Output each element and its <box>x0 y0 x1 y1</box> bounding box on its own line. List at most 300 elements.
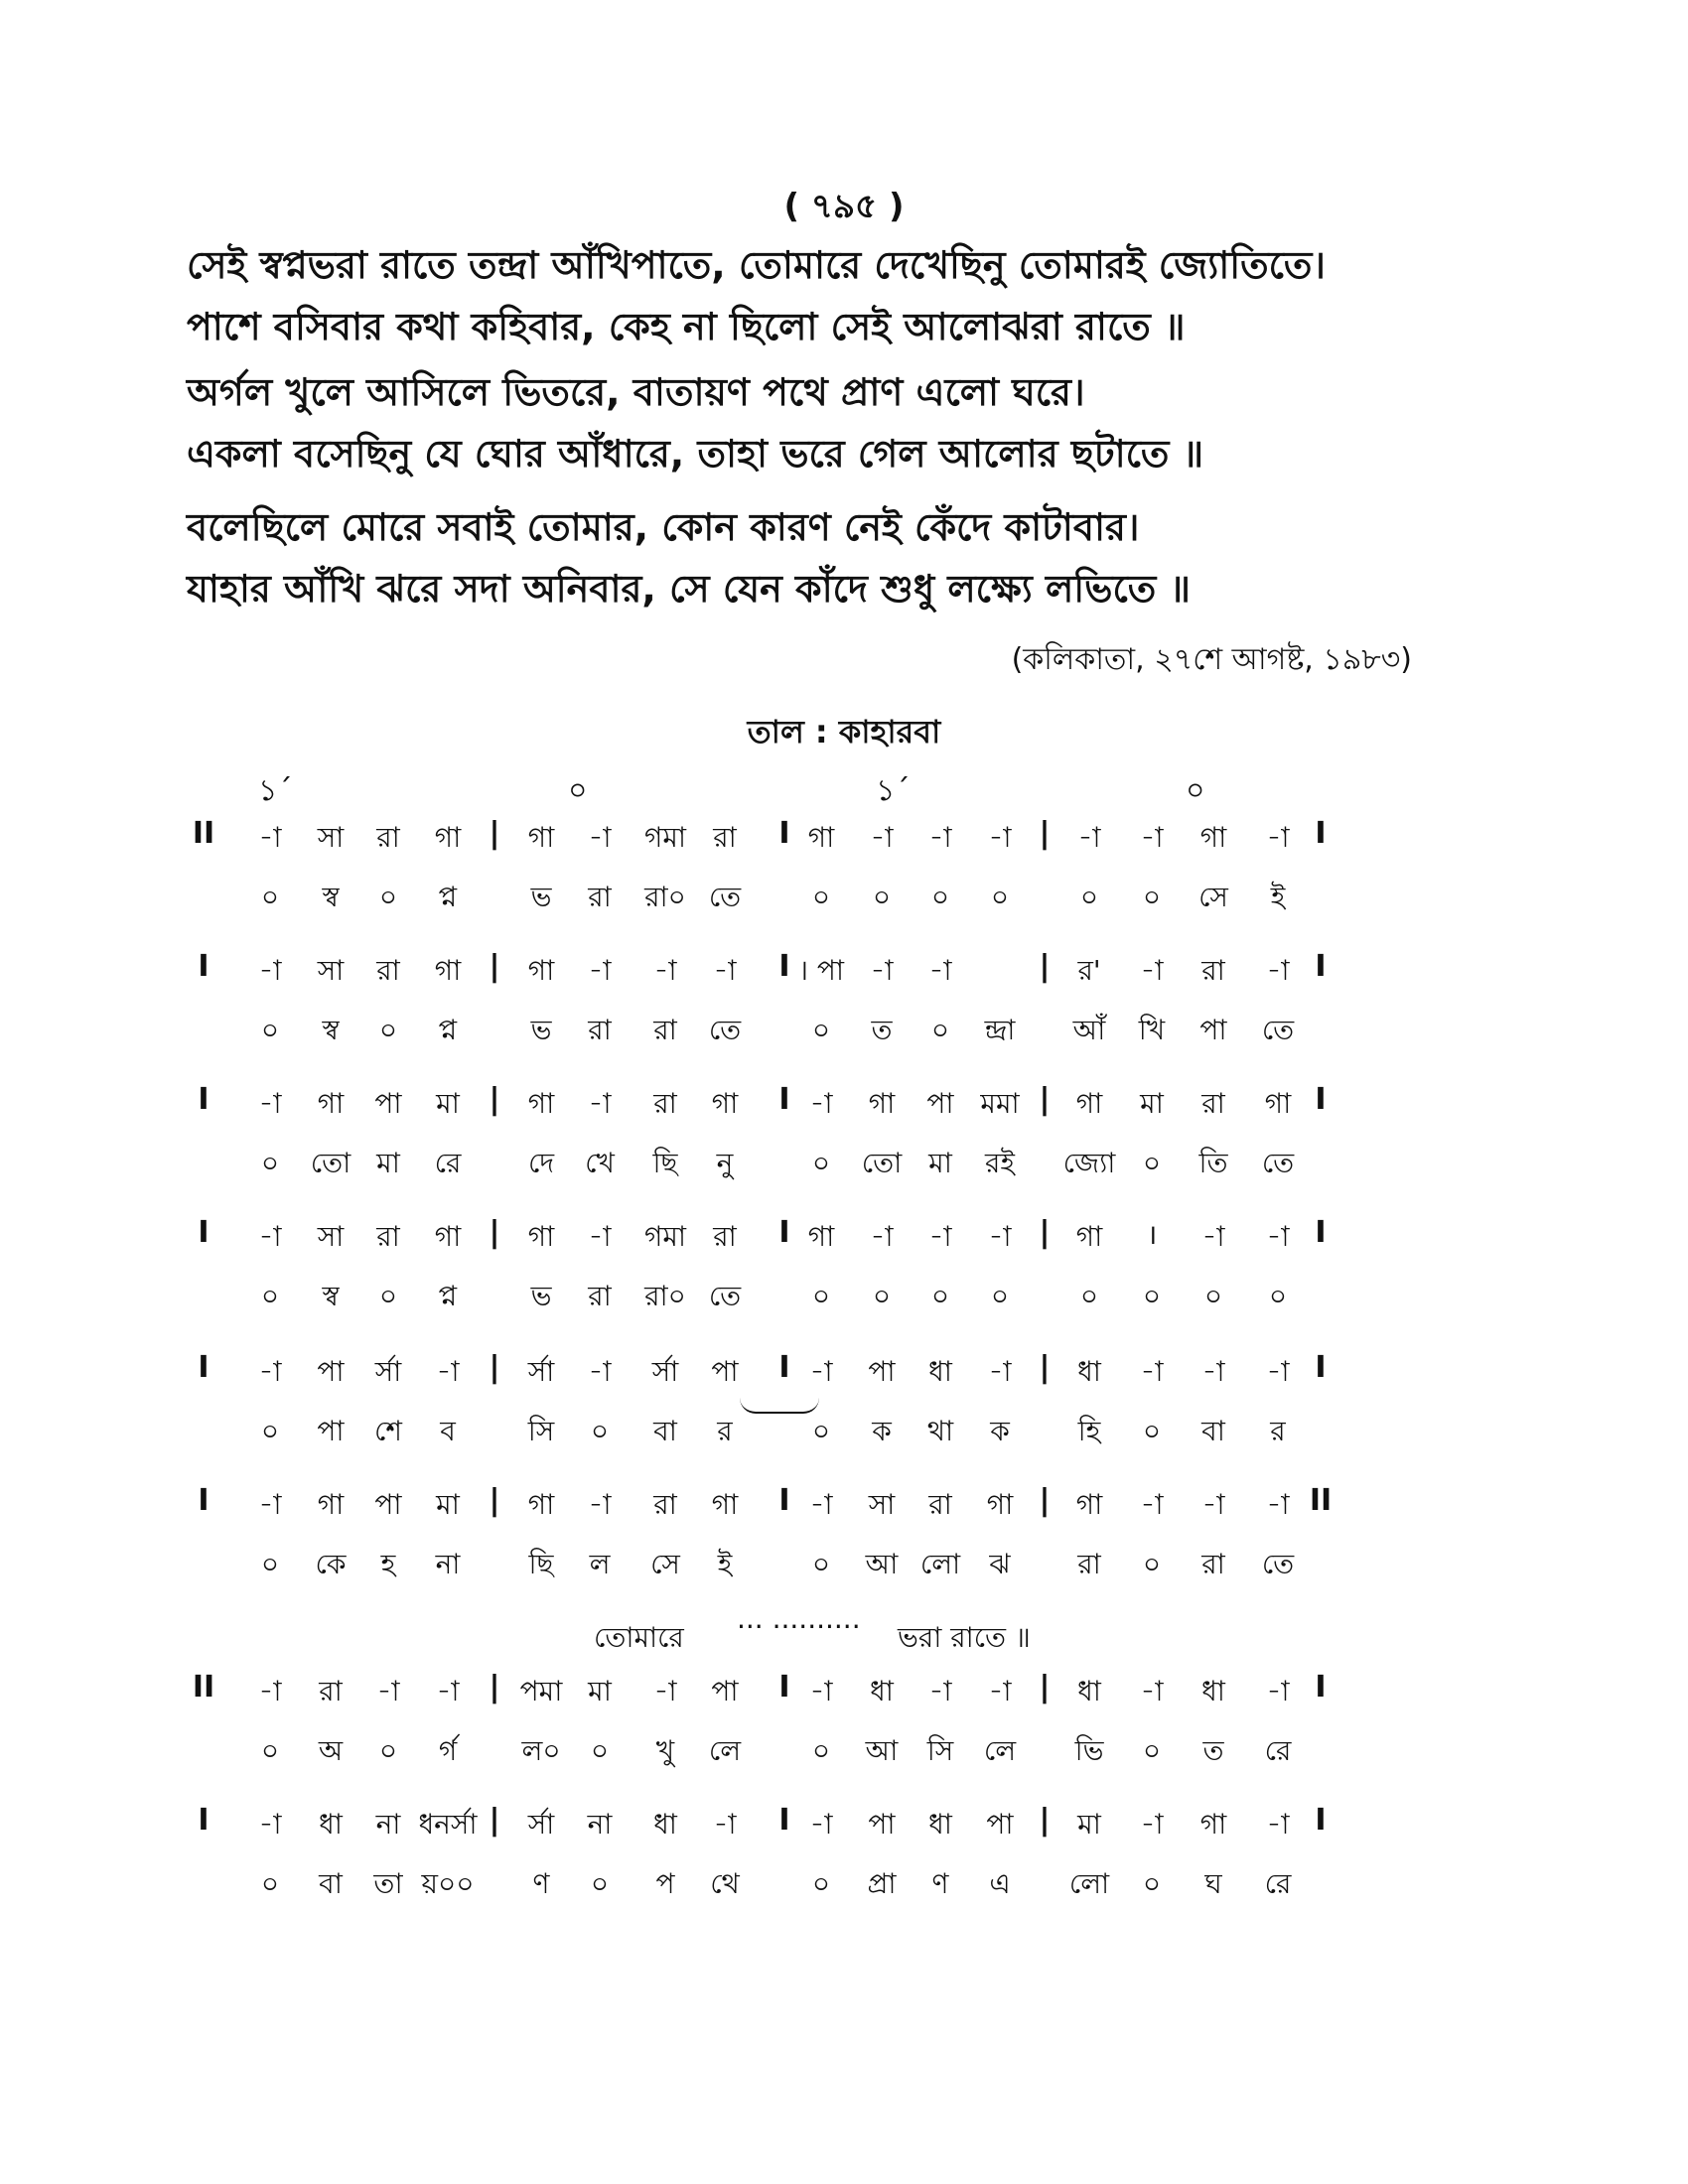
lyric-syllable: প্রা <box>867 1867 897 1900</box>
swara-line <box>0 1670 1688 1719</box>
swara-note: ধা <box>1077 1675 1101 1707</box>
lyric-line <box>0 1543 1688 1592</box>
lyric-syllable: স্ব <box>322 1014 340 1046</box>
swara-note: -া <box>809 1675 833 1707</box>
lyric-syllable: ০ <box>811 1280 831 1312</box>
swara-note: ধা <box>870 1675 894 1707</box>
lyric-syllable: সে <box>1198 881 1228 913</box>
bar-line: I <box>778 1670 790 1705</box>
swara-note: -া <box>870 821 894 854</box>
notation-row <box>0 1350 1688 1469</box>
bar-line: | <box>489 1670 500 1705</box>
swara-note: -া <box>258 1355 282 1388</box>
swara-line <box>0 1350 1688 1400</box>
swara-note: র' <box>1077 954 1101 987</box>
bar-line: | <box>489 1483 500 1518</box>
lyric-syllable: প্ন <box>438 881 458 913</box>
notation-row <box>0 1670 1688 1789</box>
swara-note: গা <box>1075 1220 1103 1253</box>
lyric-syllable: রা০ <box>644 1280 686 1312</box>
row-start-bar: I <box>198 1215 210 1250</box>
lyric-syllable: ০ <box>1142 1548 1162 1580</box>
bar-line: I <box>778 1483 790 1518</box>
swara-note: রা <box>319 1675 343 1707</box>
lyric-line <box>0 1862 1688 1912</box>
bar-line: | <box>1039 1803 1051 1838</box>
swara-note: গা <box>434 954 462 987</box>
bar-line: I <box>778 816 790 851</box>
swara-note: -া <box>258 1675 282 1707</box>
swara-note: গা <box>527 1488 555 1521</box>
bar-line: I <box>778 1215 790 1250</box>
lyric-syllable: ০ <box>1079 1280 1099 1312</box>
lyric-syllable: ০ <box>930 1014 950 1046</box>
swara-line <box>0 816 1688 866</box>
swara-note: -া <box>588 821 612 854</box>
lyric-syllable: সি <box>926 1734 954 1767</box>
lyric-syllable: ঘ <box>1204 1867 1222 1900</box>
verse-line: অর্গল খুলে আসিলে ভিতরে, বাতায়ণ পথে প্রাণ এলো ঘরে। <box>187 370 1085 414</box>
swara-note: -া <box>588 1220 612 1253</box>
row-start-bar: II <box>192 1670 215 1705</box>
lyric-syllable: ০ <box>811 881 831 913</box>
swara-note: মা <box>588 1675 612 1707</box>
lyric-syllable: পা <box>1199 1014 1227 1046</box>
lyric-syllable: তা <box>373 1867 403 1900</box>
swara-note: রা <box>653 1488 677 1521</box>
lyric-syllable: সি <box>527 1415 555 1447</box>
lyric-syllable: ০ <box>260 1867 280 1900</box>
swara-note: -া <box>436 1355 460 1388</box>
bar-line: I <box>778 949 790 984</box>
lyric-line <box>0 1142 1688 1191</box>
bar-line: | <box>1039 1483 1051 1518</box>
verse-line: যাহার আঁখি ঝরে সদা অনিবার, সে যেন কাঁদে শুধু লক্ষ্যে লভিতে ॥ <box>187 567 1191 611</box>
notation-row <box>0 1803 1688 1922</box>
swara-note: -া <box>809 1355 833 1388</box>
swara-note: রা <box>928 1488 952 1521</box>
lyric-line <box>0 876 1688 925</box>
swara-note: র্সা <box>527 1355 555 1388</box>
lyric-syllable: তি <box>1198 1147 1228 1179</box>
lyric-syllable: প <box>655 1867 675 1900</box>
lyric-syllable: দে <box>527 1147 555 1179</box>
lyric-syllable: ০ <box>1142 1734 1162 1767</box>
lyric-syllable: ০ <box>811 1548 831 1580</box>
swara-note: -া <box>928 1675 952 1707</box>
lyric-syllable: তে <box>708 881 742 913</box>
swara-note: -া <box>1140 821 1164 854</box>
swara-note: গা <box>527 821 555 854</box>
swara-note: -া <box>588 1087 612 1120</box>
lyric-syllable: তে <box>1261 1548 1295 1580</box>
lyric-syllable: লো <box>919 1548 961 1580</box>
lyric-syllable: ০ <box>811 1867 831 1900</box>
lyric-syllable: ০ <box>930 1280 950 1312</box>
swara-note: পা <box>374 1488 402 1521</box>
lyric-syllable: রা <box>1201 1548 1225 1580</box>
lyric-syllable: ০ <box>590 1867 610 1900</box>
lyric-syllable: ০ <box>260 1548 280 1580</box>
swara-note: -া <box>258 821 282 854</box>
swara-note: মা <box>1140 1087 1164 1120</box>
swara-note: পমা <box>519 1675 563 1707</box>
swara-note: গা <box>807 821 835 854</box>
lyric-syllable: না <box>435 1548 461 1580</box>
swara-note: -া <box>988 1675 1012 1707</box>
swara-note: -া <box>258 1488 282 1521</box>
swara-note: র্সা <box>527 1808 555 1841</box>
lyric-syllable: অ <box>318 1734 344 1767</box>
verse-1 <box>187 234 1507 357</box>
lyric-syllable: লে <box>983 1734 1017 1767</box>
swara-note: র্সা <box>651 1355 679 1388</box>
row-start-bar: I <box>198 1082 210 1117</box>
bar-line: | <box>489 1350 500 1385</box>
row-start-bar: I <box>198 1483 210 1518</box>
lyric-syllable: খু <box>655 1734 675 1767</box>
row-start-bar: I <box>198 1803 210 1838</box>
lyric-syllable: র্গ <box>438 1734 458 1767</box>
lyric-syllable: ০ <box>590 1415 610 1447</box>
swara-note: -া <box>1266 1355 1290 1388</box>
bar-line: | <box>1039 1350 1051 1385</box>
beat-mark: ০ <box>568 773 588 808</box>
swara-note: গা <box>434 1220 462 1253</box>
swara-note: -া <box>1201 1488 1225 1521</box>
lyric-syllable: ০ <box>811 1014 831 1046</box>
lyric-syllable: রা <box>588 881 612 913</box>
lyric-syllable: তে <box>1261 1147 1295 1179</box>
swara-note: -া <box>653 1675 677 1707</box>
lyric-syllable: তে <box>708 1280 742 1312</box>
swara-note: -া <box>258 954 282 987</box>
lyric-syllable: হ <box>380 1548 396 1580</box>
swara-note: -া <box>1140 1808 1164 1841</box>
lyric-line <box>0 1275 1688 1324</box>
verse-line: একলা বসেছিনু যে ঘোর আঁধারে, তাহা ভরে গেল আলোর ছটাতে ॥ <box>187 432 1204 476</box>
swara-note: -া <box>1140 1355 1164 1388</box>
bar-line: | <box>1039 1670 1051 1705</box>
bar-line: | <box>489 816 500 851</box>
tala-heading: তাল : কাহারবা <box>747 713 941 751</box>
swara-note: রা <box>713 1220 737 1253</box>
beat-mark: ১´ <box>876 773 911 808</box>
swara-note: না <box>375 1808 401 1841</box>
swara-note: । পা <box>797 954 845 987</box>
lyric-syllable: রে <box>434 1147 462 1179</box>
swara-note: সা <box>317 821 345 854</box>
swara-note: র্সা <box>374 1355 402 1388</box>
lyric-syllable: রা <box>588 1280 612 1312</box>
swara-note: গা <box>317 1488 345 1521</box>
swara-note: গা <box>317 1087 345 1120</box>
lyric-syllable: মা <box>928 1147 952 1179</box>
lyric-syllable: রা <box>653 1014 677 1046</box>
lyric-syllable: রে <box>1264 1734 1292 1767</box>
slur-mark <box>740 1398 819 1414</box>
swara-note: -া <box>1201 1355 1225 1388</box>
lyric-syllable: আঁ <box>1072 1014 1106 1046</box>
lyric-syllable: নু <box>716 1147 734 1179</box>
swara-note: ধা <box>653 1808 677 1841</box>
lyric-syllable: লে <box>708 1734 742 1767</box>
lyric-syllable: ভি <box>1074 1734 1104 1767</box>
lyric-syllable: ০ <box>1142 1415 1162 1447</box>
swara-note: -া <box>988 821 1012 854</box>
lyric-syllable: ০ <box>930 881 950 913</box>
swara-note: গা <box>986 1488 1014 1521</box>
row-end-bar: I <box>1315 1350 1327 1385</box>
swara-note: -া <box>588 954 612 987</box>
swara-note: -া <box>809 1488 833 1521</box>
bar-line: | <box>1039 1215 1051 1250</box>
lyric-syllable: ০ <box>811 1734 831 1767</box>
swara-note: -া <box>1140 1675 1164 1707</box>
swara-note: -া <box>928 821 952 854</box>
swara-note: পা <box>986 1808 1014 1841</box>
lyric-syllable: ০ <box>260 1415 280 1447</box>
swara-note: গমা <box>643 1220 687 1253</box>
swara-note: -া <box>1201 1220 1225 1253</box>
swara-note: -া <box>1266 954 1290 987</box>
lyric-syllable: ছি <box>652 1147 678 1179</box>
lyric-syllable: ০ <box>378 1734 398 1767</box>
lyric-syllable: এ <box>989 1867 1011 1900</box>
swara-note: -া <box>713 954 737 987</box>
lyric-syllable: ভ <box>530 1014 552 1046</box>
swara-note: -া <box>258 1808 282 1841</box>
verse-2 <box>187 361 1507 484</box>
lyric-syllable: ০ <box>590 1734 610 1767</box>
lyric-syllable: খি <box>1138 1014 1166 1046</box>
swara-note: গা <box>1075 1087 1103 1120</box>
row-end-bar: I <box>1315 1082 1327 1117</box>
lyric-syllable: লো <box>1068 1867 1110 1900</box>
lyric-syllable: তে <box>1261 1014 1295 1046</box>
swara-note: গা <box>807 1220 835 1253</box>
swara-note: ধা <box>928 1808 952 1841</box>
swara-note: -া <box>713 1808 737 1841</box>
swara-note: -া <box>870 1220 894 1253</box>
row-end-bar: I <box>1315 949 1327 984</box>
swara-note: -া <box>988 1220 1012 1253</box>
lyric-syllable: ল <box>589 1548 611 1580</box>
lyric-syllable: ক <box>990 1415 1010 1447</box>
lyric-syllable: র <box>717 1415 733 1447</box>
lyric-syllable: ০ <box>990 1280 1010 1312</box>
swara-note: -া <box>988 1355 1012 1388</box>
refrain-end: ভরা রাতে ॥ <box>898 1621 1031 1654</box>
lyric-syllable: ০ <box>1203 1280 1223 1312</box>
swara-note: গা <box>527 1220 555 1253</box>
row-start-bar: I <box>198 949 210 984</box>
swara-note: -া <box>928 954 952 987</box>
swara-note: গা <box>1199 1808 1227 1841</box>
lyric-syllable: ০ <box>990 881 1010 913</box>
lyric-line <box>0 1410 1688 1459</box>
verse-line: সেই স্বপ্নভরা রাতে তন্দ্রা আঁখিপাতে, তোমারে দেখেছিনু তোমারই জ্যোতিতে। <box>187 243 1327 287</box>
swara-note: -া <box>809 1087 833 1120</box>
lyric-syllable: ল০ <box>521 1734 561 1767</box>
lyric-syllable: ০ <box>811 1415 831 1447</box>
swara-note: মা <box>1077 1808 1101 1841</box>
swara-note: ধা <box>928 1355 952 1388</box>
swara-line <box>0 949 1688 999</box>
swara-note: ধা <box>319 1808 343 1841</box>
notation-row <box>0 816 1688 935</box>
bar-line: I <box>778 1803 790 1838</box>
lyric-syllable: ০ <box>872 1280 892 1312</box>
swara-note: -া <box>1266 821 1290 854</box>
row-end-bar: I <box>1315 1215 1327 1250</box>
swara-note: -া <box>1266 1808 1290 1841</box>
lyric-syllable: রা <box>588 1014 612 1046</box>
notation-row <box>0 1082 1688 1201</box>
swara-note: রা <box>1201 1087 1225 1120</box>
swara-note: রা <box>376 954 400 987</box>
swara-note: পা <box>317 1355 345 1388</box>
lyric-syllable: পা <box>317 1415 345 1447</box>
swara-note: -া <box>653 954 677 987</box>
lyric-syllable: থা <box>926 1415 954 1447</box>
bar-line: I <box>778 1350 790 1385</box>
swara-note: পা <box>868 1808 896 1841</box>
lyric-syllable: ০ <box>260 1014 280 1046</box>
swara-note: ধা <box>1201 1675 1225 1707</box>
lyric-syllable: ত <box>1202 1734 1224 1767</box>
beat-mark: ১´ <box>258 773 293 808</box>
lyric-syllable: ণ <box>931 1867 949 1900</box>
swara-note: পা <box>711 1355 739 1388</box>
lyric-syllable: রে <box>1264 1867 1292 1900</box>
bar-line: | <box>489 1215 500 1250</box>
swara-note: গা <box>1075 1488 1103 1521</box>
swara-note: -া <box>1140 954 1164 987</box>
swara-note: -া <box>1266 1488 1290 1521</box>
swara-note: -া <box>809 1808 833 1841</box>
lyric-syllable: স্ব <box>322 1280 340 1312</box>
place-date: (কলিকাতা, ২৭শে আগষ্ট, ১৯৮৩) <box>1011 642 1412 677</box>
bar-line: | <box>1039 1082 1051 1117</box>
swara-note: -া <box>1140 1488 1164 1521</box>
verse-3 <box>187 496 1507 619</box>
lyric-syllable: ০ <box>1079 881 1099 913</box>
lyric-syllable: য়০০ <box>421 1867 475 1900</box>
lyric-syllable: রই <box>985 1147 1015 1179</box>
row-start-bar: I <box>198 1350 210 1385</box>
lyric-syllable: ০ <box>378 881 398 913</box>
page-number: ( ৭৯৫ ) <box>783 187 905 226</box>
notation-row <box>0 949 1688 1068</box>
notation-row <box>0 1215 1688 1334</box>
lyric-syllable: শে <box>374 1415 402 1447</box>
swara-line <box>0 1803 1688 1852</box>
lyric-syllable: ০ <box>1142 881 1162 913</box>
lyric-syllable: রা০ <box>644 881 686 913</box>
lyric-syllable: ভ <box>530 881 552 913</box>
swara-note: গা <box>1199 821 1227 854</box>
swara-note: -া <box>258 1087 282 1120</box>
lyric-syllable: ণ <box>532 1867 550 1900</box>
swara-note: পা <box>868 1355 896 1388</box>
row-end-bar: I <box>1315 816 1327 851</box>
swara-note: গা <box>711 1488 739 1521</box>
lyric-syllable: ভ <box>530 1280 552 1312</box>
notation-row <box>0 1483 1688 1602</box>
lyric-syllable: ০ <box>811 1147 831 1179</box>
swara-note: পা <box>926 1087 954 1120</box>
lyric-syllable: তো <box>310 1147 352 1179</box>
swara-note: রা <box>653 1087 677 1120</box>
row-end-bar: I <box>1315 1803 1327 1838</box>
bar-line: | <box>489 949 500 984</box>
lyric-syllable: ই <box>717 1548 733 1580</box>
swara-note: -া <box>436 1675 460 1707</box>
lyric-syllable: থে <box>710 1867 740 1900</box>
swara-line <box>0 1082 1688 1132</box>
lyric-syllable: খে <box>585 1147 615 1179</box>
lyric-syllable: কে <box>315 1548 347 1580</box>
swara-note: মমা <box>980 1087 1020 1120</box>
lyric-syllable: ০ <box>378 1014 398 1046</box>
swara-note: । <box>1146 1218 1158 1251</box>
lyric-syllable: র <box>1270 1415 1286 1447</box>
lyric-syllable: রা <box>1077 1548 1101 1580</box>
swara-note: গমা <box>643 821 687 854</box>
lyric-line <box>0 1009 1688 1058</box>
swara-line <box>0 1215 1688 1265</box>
row-start-bar: II <box>192 816 215 851</box>
swara-note: -া <box>928 1220 952 1253</box>
bar-line: | <box>1039 816 1051 851</box>
bar-line: | <box>1039 949 1051 984</box>
bar-line: I <box>778 1082 790 1117</box>
refrain-start: তোমারে <box>594 1621 684 1654</box>
lyric-syllable: স্ব <box>322 881 340 913</box>
lyric-syllable: তো <box>861 1147 903 1179</box>
beat-marks <box>0 766 1688 806</box>
lyric-syllable: ০ <box>260 1734 280 1767</box>
lyric-syllable: ই <box>1270 881 1286 913</box>
lyric-syllable: ০ <box>260 1147 280 1179</box>
verse-line: বলেছিলে মোরে সবাই তোমার, কোন কারণ নেই কেঁদে কাটাবার। <box>187 505 1140 549</box>
swara-note: ধনর্সা <box>418 1808 478 1841</box>
swara-note: রা <box>376 821 400 854</box>
lyric-syllable: ০ <box>260 1280 280 1312</box>
swara-note: না <box>587 1808 613 1841</box>
swara-note: গা <box>434 821 462 854</box>
swara-note: -া <box>1266 1220 1290 1253</box>
lyric-syllable: আ <box>865 1548 899 1580</box>
swara-note: মা <box>436 1488 460 1521</box>
beat-mark: ০ <box>1186 773 1205 808</box>
swara-note: -া <box>1266 1675 1290 1707</box>
lyric-syllable: প্ন <box>438 1280 458 1312</box>
row-end-bar: II <box>1309 1483 1333 1518</box>
lyric-syllable: প্ন <box>438 1014 458 1046</box>
swara-note: গা <box>527 1087 555 1120</box>
swara-note: রা <box>376 1220 400 1253</box>
bar-line: | <box>489 1082 500 1117</box>
swara-line <box>0 1483 1688 1533</box>
swara-note: গা <box>711 1087 739 1120</box>
lyric-syllable: ০ <box>1142 1867 1162 1900</box>
swara-note: সা <box>317 1220 345 1253</box>
lyric-syllable: বা <box>319 1867 343 1900</box>
lyric-syllable: ০ <box>1268 1280 1288 1312</box>
swara-note: গা <box>1264 1087 1292 1120</box>
